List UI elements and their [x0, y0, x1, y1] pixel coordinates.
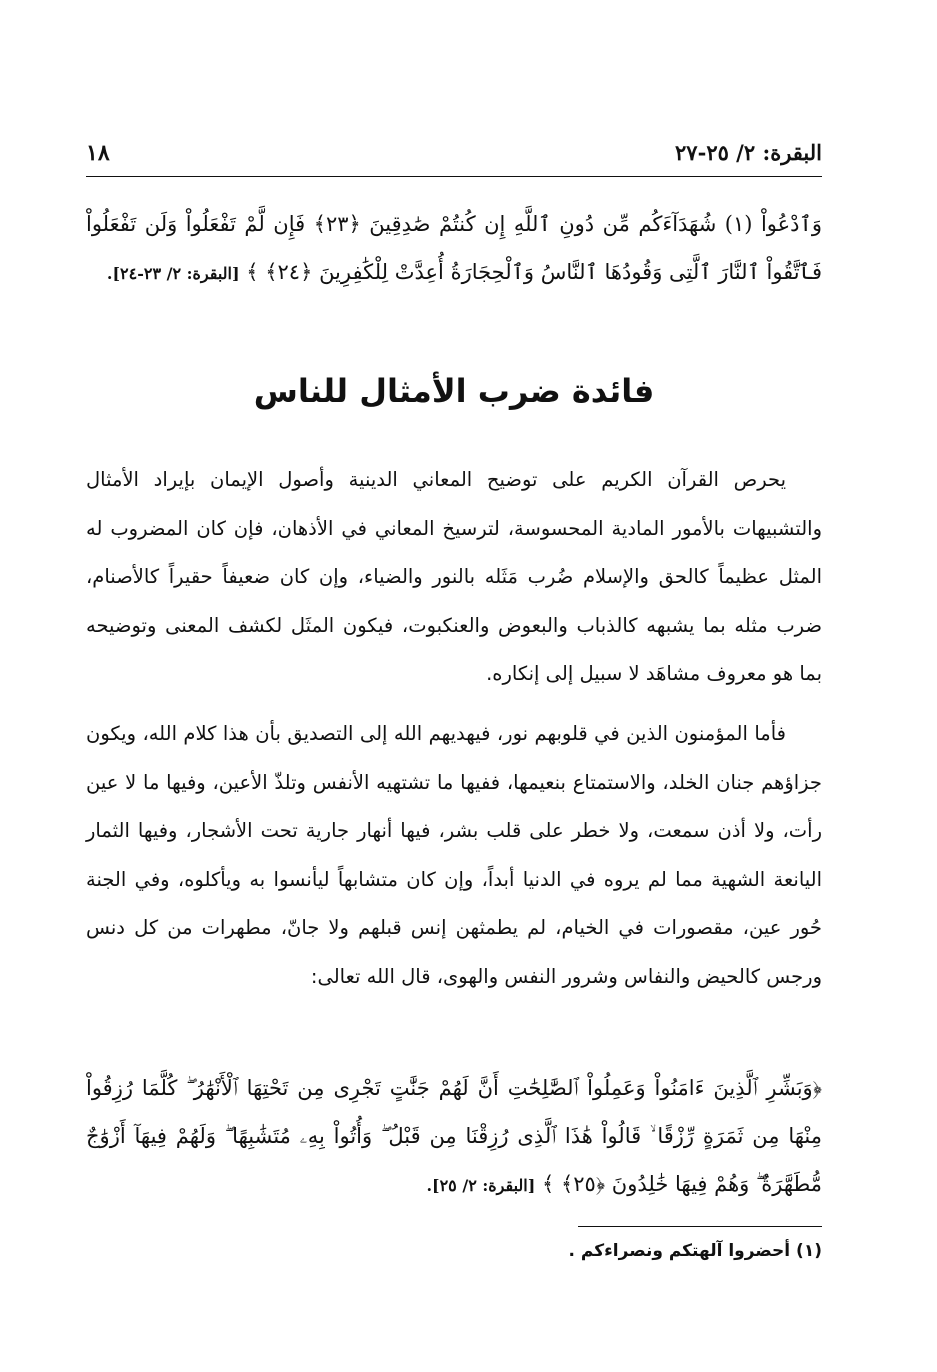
running-title: البقرة: ٢/ ٢٥-٢٧ [675, 140, 822, 165]
verse-reference: [البقرة: ٢/ ٢٥]. [426, 1176, 536, 1195]
quran-verse-top [86, 200, 822, 298]
footnote-divider [578, 1226, 822, 1227]
verse-text: وَٱدْعُواْ (١) شُهَدَآءَكُم مِّن دُونِ ٱللَّهِ إِن كُنتُمْ صَٰدِقِينَ ﴿٢٣﴾ فَإِن لَّمْ تَفْعَلُواْ وَلَن تَفْعَلُواْ فَٱتَّقُواْ ٱلنَّارَ ٱلَّتِى وَقُودُهَا ٱلنَّاسُ وَٱلْحِجَارَةُ أُعِدَّتْ لِلْكَٰفِرِينَ ﴿٢٤﴾ ﴾ [86, 212, 822, 284]
verse-text: ﴿وَبَشِّرِ ٱلَّذِينَ ءَامَنُواْ وَعَمِلُواْ ٱلصَّٰلِحَٰتِ أَنَّ لَهُمْ جَنَّٰتٍ تَجْرِى مِن تَحْتِهَا ٱلْأَنْهَٰرُ ۖ كُلَّمَا رُزِقُواْ مِنْهَا مِن ثَمَرَةٍ رِّزْقًا ۙ قَالُواْ هَٰذَا ٱلَّذِى رُزِقْنَا مِن قَبْلُ ۖ وَأُتُواْ بِهِۦ مُتَشَٰبِهًا ۖ وَلَهُمْ فِيهَآ أَزْوَٰجٌ مُّطَهَّرَةٌ ۖ وَهُمْ فِيهَا خَٰلِدُونَ ﴿٢٥﴾ ﴾ [86, 1076, 822, 1196]
paragraph-1: يحرص القرآن الكريم على توضيح المعاني الدينية وأصول الإيمان بإيراد الأمثال والتشبيهات بالأمور المادية المحسوسة، لترسيخ المعاني في الأذهان، فإن كان المضروب له المثل عظيماً كالحق والإسلام ضُرب مَثَله بالنور والضياء، وإن كان ضعيفاً حقيراً كالأصنام، ضرب مثله بما يشبهه كالذباب والبعوض والعنكبوت، فيكون المثَل لكشف المعنى وتوضيحه بما هو معروف مشاهَد لا سبيل إلى إنكاره. [86, 468, 822, 686]
verse-reference: [البقرة: ٢/ ٢٣-٢٤]. [106, 264, 240, 283]
page-header [86, 136, 822, 176]
header-divider [86, 176, 822, 177]
footnote: (١) أحضروا آلهتكم ونصراءكم . [568, 1241, 822, 1261]
section-heading: فائدة ضرب الأمثال للناس [253, 372, 655, 410]
paragraph-2: فأما المؤمنون الذين في قلوبهم نور، فيهديهم الله إلى التصديق بأن هذا كلام الله، ويكون جزاؤهم جنان الخلد، والاستمتاع بنعيمها، ففيها ما تشتهيه الأنفس وتلذّ الأعين، وفيها ما لا عين رأت، ولا أذن سمعت، ولا خطر على قلب بشر، فيها أنهار جارية تحت الأشجار، وفيها الثمار اليانعة الشهية مما لم يروه في الدنيا أبداً، وإن كان متشابهاً ليأنسوا به ويأكلوه، وفي الجنة حُور عين، مقصورات في الخيام، لم يطمثهن إنس قبلهم ولا جانّ، مطهرات من كل دنس ورجس كالحيض والنفاس وشرور النفس والهوى، قال الله تعالى: [86, 722, 822, 988]
quran-verse-bottom [86, 1064, 822, 1210]
page-number: ١٨ [86, 140, 110, 166]
